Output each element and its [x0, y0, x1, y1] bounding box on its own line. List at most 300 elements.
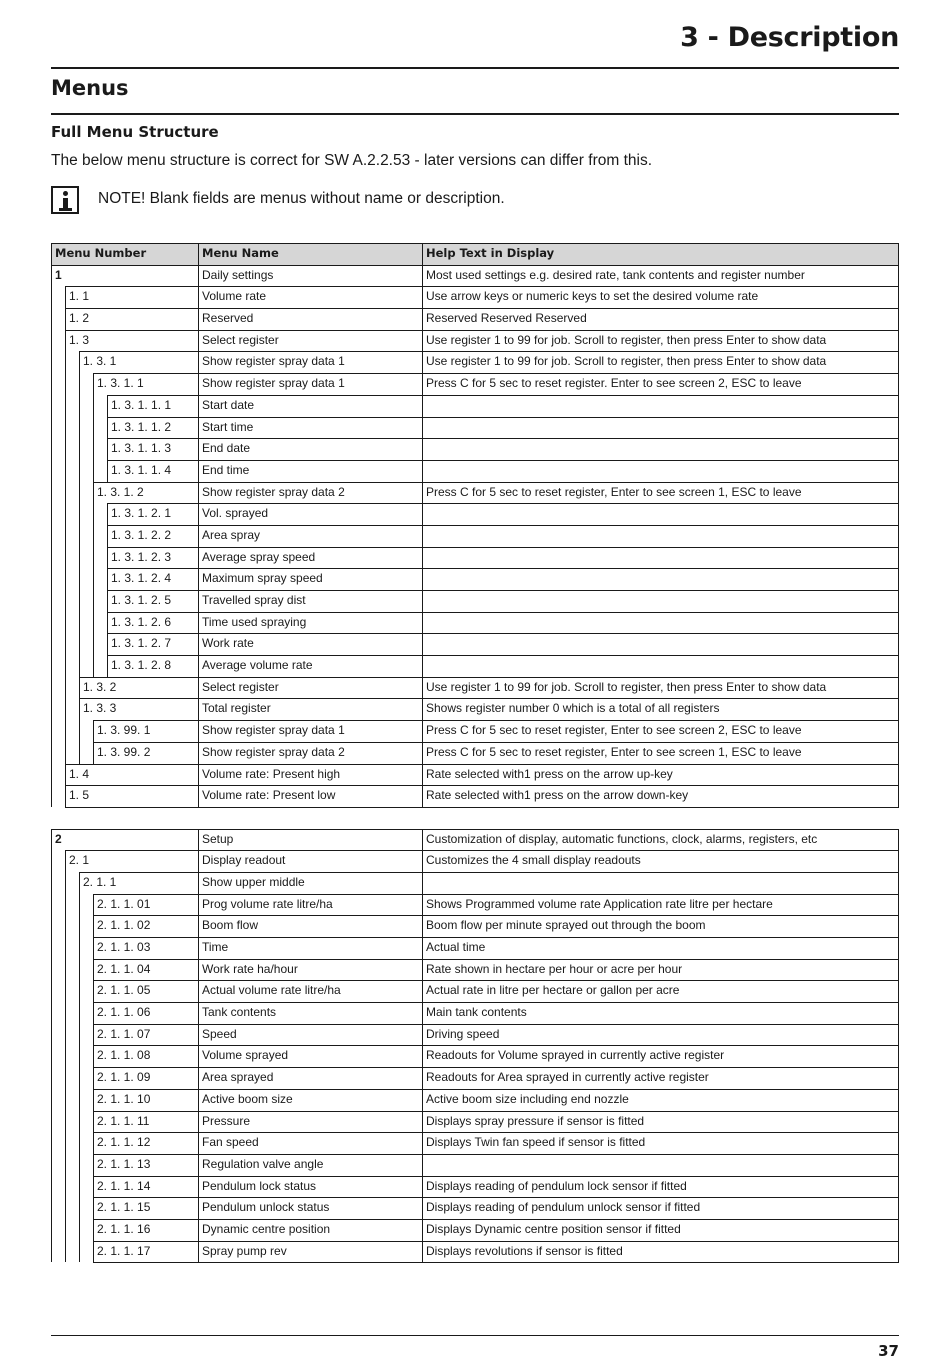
- menu-name-cell: Select register: [198, 677, 422, 699]
- menu-number-cell: 1. 3. 1. 1. 3: [107, 438, 198, 460]
- tree-guide-line: [65, 525, 66, 547]
- table-row: [51, 1132, 899, 1154]
- menu-number-cell: 2. 1. 1. 13: [93, 1154, 198, 1176]
- menu-name-cell: Show register spray data 1: [198, 720, 422, 742]
- row-border: [93, 1024, 899, 1025]
- help-text-cell: [422, 525, 899, 547]
- help-text-cell: Rate shown in hectare per hour or acre per hour: [422, 959, 899, 981]
- menu-number-cell: 2. 1. 1. 07: [93, 1024, 198, 1046]
- row-border: [65, 286, 899, 287]
- table-row: [51, 373, 899, 395]
- menu-number-cell: 1. 5: [65, 785, 198, 807]
- help-text-cell: Press C for 5 sec to reset register, Enter to see screen 1, ESC to leave: [422, 742, 899, 764]
- row-border: [107, 547, 899, 548]
- menu-name-cell: Volume rate: [198, 286, 422, 308]
- menu-name-cell: Select register: [198, 330, 422, 352]
- tree-guide-line: [79, 742, 80, 764]
- menu-name-cell: Volume sprayed: [198, 1045, 422, 1067]
- menu-name-cell: Actual volume rate litre/ha: [198, 980, 422, 1002]
- menu-number-cell: 1. 3: [65, 330, 198, 352]
- help-text-cell: Displays reading of pendulum lock sensor if fitted: [422, 1176, 899, 1198]
- row-border: [93, 1132, 899, 1133]
- row-border: [65, 330, 899, 331]
- tree-guide-line: [93, 655, 94, 677]
- tree-guide-line: [79, 720, 80, 742]
- tree-guide-line: [51, 980, 52, 1002]
- tree-guide-line: [51, 308, 52, 330]
- table-row: [51, 720, 899, 742]
- help-text-cell: Customization of display, automatic functions, clock, alarms, registers, etc: [422, 829, 899, 851]
- tree-guide-line: [65, 590, 66, 612]
- menu-number-cell: 2. 1. 1. 03: [93, 937, 198, 959]
- menu-name-cell: Boom flow: [198, 915, 422, 937]
- table-row: [51, 980, 899, 1002]
- tree-guide-line: [51, 460, 52, 482]
- tree-guide-line: [51, 1024, 52, 1046]
- help-text-cell: Readouts for Area sprayed in currently active register: [422, 1067, 899, 1089]
- menu-name-cell: Fan speed: [198, 1132, 422, 1154]
- help-text-cell: Displays Twin fan speed if sensor is fitted: [422, 1132, 899, 1154]
- menu-name-cell: Area sprayed: [198, 1067, 422, 1089]
- menu-name-cell: Start time: [198, 417, 422, 439]
- table-row: [51, 785, 899, 807]
- tree-guide-line: [51, 1219, 52, 1241]
- tree-guide-line: [65, 568, 66, 590]
- tree-guide-line: [51, 351, 52, 373]
- tree-guide-line: [79, 1219, 80, 1241]
- menu-name-cell: Dynamic centre position: [198, 1219, 422, 1241]
- header-help-text: Help Text in Display: [422, 243, 899, 265]
- row-border: [93, 720, 899, 721]
- help-text-cell: [422, 568, 899, 590]
- help-text-cell: Press C for 5 sec to reset register, Enter to see screen 1, ESC to leave: [422, 482, 899, 504]
- tree-guide-line: [51, 482, 52, 504]
- tree-guide-line: [79, 1154, 80, 1176]
- row-border: [93, 894, 899, 895]
- table-row: [51, 417, 899, 439]
- row-border: [107, 590, 899, 591]
- tree-guide-line: [65, 720, 66, 742]
- tree-guide-line: [51, 677, 52, 699]
- footer-rule: [51, 1335, 899, 1336]
- menu-name-cell: Volume rate: Present high: [198, 764, 422, 786]
- tree-guide-line: [79, 612, 80, 634]
- tree-guide-line: [65, 438, 66, 460]
- row-border: [51, 829, 899, 830]
- help-text-cell: Rate selected with1 press on the arrow up-key: [422, 764, 899, 786]
- menu-name-cell: Pendulum unlock status: [198, 1197, 422, 1219]
- menu-number-cell: 2. 1. 1. 04: [93, 959, 198, 981]
- menu-name-cell: Show register spray data 1: [198, 351, 422, 373]
- tree-guide-line: [51, 1197, 52, 1219]
- tree-guide-line: [79, 460, 80, 482]
- row-border: [93, 1111, 899, 1112]
- tree-guide-line: [65, 937, 66, 959]
- menu-number-cell: 1. 3. 1. 2. 5: [107, 590, 198, 612]
- tree-guide-line: [65, 742, 66, 764]
- menu-number-cell: 2. 1. 1: [79, 872, 198, 894]
- help-text-cell: [422, 417, 899, 439]
- help-text-cell: [422, 503, 899, 525]
- table-row: [51, 395, 899, 417]
- tree-guide-line: [79, 417, 80, 439]
- row-border: [93, 1067, 899, 1068]
- tree-guide-line: [51, 1002, 52, 1024]
- intro-text: The below menu structure is correct for SW A.2.2.53 - later versions can differ from this.: [51, 152, 653, 169]
- tree-guide-line: [51, 590, 52, 612]
- tree-guide-line: [65, 373, 66, 395]
- help-text-cell: Driving speed: [422, 1024, 899, 1046]
- chapter-title: 3 - Description: [680, 22, 899, 53]
- menu-number-cell: 1. 3. 1. 2: [93, 482, 198, 504]
- tree-guide-line: [65, 482, 66, 504]
- tree-guide-line: [51, 1241, 52, 1263]
- menu-name-cell: Vol. sprayed: [198, 503, 422, 525]
- menu-number-cell: 2. 1. 1. 16: [93, 1219, 198, 1241]
- menu-number-cell: 1. 3. 1. 1. 4: [107, 460, 198, 482]
- tree-guide-line: [79, 894, 80, 916]
- tree-guide-line: [51, 850, 52, 872]
- tree-guide-line: [65, 655, 66, 677]
- table-row: [51, 698, 899, 720]
- tree-guide-line: [65, 1024, 66, 1046]
- tree-guide-line: [51, 438, 52, 460]
- menu-number-cell: 1. 3. 1. 1. 2: [107, 417, 198, 439]
- tree-guide-line: [93, 590, 94, 612]
- table-row: [51, 265, 899, 287]
- table-row: [51, 1219, 899, 1241]
- note-text: NOTE! Blank fields are menus without name or description.: [98, 190, 505, 207]
- menu-name-cell: Time: [198, 937, 422, 959]
- menu-name-cell: Daily settings: [198, 265, 422, 287]
- tree-guide-line: [93, 633, 94, 655]
- row-border: [65, 308, 899, 309]
- tree-guide-line: [65, 1111, 66, 1133]
- menu-number-cell: 1. 3. 99. 2: [93, 742, 198, 764]
- menu-name-cell: Reserved: [198, 308, 422, 330]
- help-text-cell: Shows Programmed volume rate Application rate litre per hectare: [422, 894, 899, 916]
- row-border: [107, 417, 899, 418]
- row-border: [51, 265, 899, 266]
- table-row: [51, 351, 899, 373]
- tree-guide-line: [93, 547, 94, 569]
- tree-guide-line: [93, 460, 94, 482]
- menu-number-cell: 1. 1: [65, 286, 198, 308]
- help-text-cell: Use arrow keys or numeric keys to set the desired volume rate: [422, 286, 899, 308]
- table-row: [51, 829, 899, 851]
- table-row: [51, 655, 899, 677]
- table-gap: [51, 807, 899, 829]
- menu-number-cell: 2. 1. 1. 09: [93, 1067, 198, 1089]
- table-header-row: [51, 243, 899, 265]
- tree-guide-line: [51, 525, 52, 547]
- help-text-cell: Readouts for Volume sprayed in currently active register: [422, 1045, 899, 1067]
- table-row: [51, 633, 899, 655]
- menu-number-cell: 2. 1. 1. 01: [93, 894, 198, 916]
- row-border: [93, 742, 899, 743]
- tree-guide-line: [93, 438, 94, 460]
- help-text-cell: Use register 1 to 99 for job. Scroll to register, then press Enter to show data: [422, 330, 899, 352]
- help-text-cell: Actual rate in litre per hectare or gallon per acre: [422, 980, 899, 1002]
- menu-name-cell: Show register spray data 2: [198, 742, 422, 764]
- row-border: [107, 395, 899, 396]
- row-border: [107, 503, 899, 504]
- tree-guide-line: [51, 1089, 52, 1111]
- tree-guide-line: [79, 1024, 80, 1046]
- tree-guide-line: [65, 1067, 66, 1089]
- table-row: [51, 438, 899, 460]
- info-icon: [51, 186, 79, 214]
- menu-number-cell: 1. 3. 2: [79, 677, 198, 699]
- row-border: [79, 351, 899, 352]
- table-row: [51, 850, 899, 872]
- tree-guide-line: [65, 959, 66, 981]
- tree-guide-line: [51, 742, 52, 764]
- tree-guide-line: [79, 1089, 80, 1111]
- menu-name-cell: Maximum spray speed: [198, 568, 422, 590]
- tree-guide-line: [65, 1132, 66, 1154]
- help-text-cell: [422, 872, 899, 894]
- menu-number-cell: 1. 3. 1. 2. 1: [107, 503, 198, 525]
- help-text-cell: Most used settings e.g. desired rate, tank contents and register number: [422, 265, 899, 287]
- help-text-cell: [422, 1154, 899, 1176]
- row-border: [93, 1262, 899, 1263]
- row-border: [107, 633, 899, 634]
- table-row: [51, 460, 899, 482]
- tree-guide-line: [65, 1176, 66, 1198]
- menu-name-cell: End time: [198, 460, 422, 482]
- tree-guide-line: [51, 1176, 52, 1198]
- help-text-cell: Displays spray pressure if sensor is fitted: [422, 1111, 899, 1133]
- tree-guide-line: [51, 547, 52, 569]
- menu-number-cell: 2. 1. 1. 08: [93, 1045, 198, 1067]
- help-text-cell: [422, 547, 899, 569]
- menu-number-cell: 1. 3. 1. 2. 6: [107, 612, 198, 634]
- tree-guide-line: [65, 612, 66, 634]
- table-row: [51, 1176, 899, 1198]
- row-border: [93, 1219, 899, 1220]
- menu-name-cell: Pendulum lock status: [198, 1176, 422, 1198]
- help-text-cell: Displays Dynamic centre position sensor if fitted: [422, 1219, 899, 1241]
- row-border: [93, 1241, 899, 1242]
- tree-guide-line: [51, 633, 52, 655]
- table-row: [51, 612, 899, 634]
- tree-guide-line: [51, 568, 52, 590]
- table-row: [51, 677, 899, 699]
- menu-name-cell: Prog volume rate litre/ha: [198, 894, 422, 916]
- row-border: [107, 655, 899, 656]
- menu-number-cell: 2. 1. 1. 06: [93, 1002, 198, 1024]
- tree-guide-line: [79, 525, 80, 547]
- menu-number-cell: 1. 3. 1. 2. 2: [107, 525, 198, 547]
- table-row: [51, 1045, 899, 1067]
- tree-guide-line: [51, 894, 52, 916]
- tree-guide-line: [79, 438, 80, 460]
- table-row: [51, 1024, 899, 1046]
- tree-guide-line: [79, 980, 80, 1002]
- row-border: [93, 1154, 899, 1155]
- tree-guide-line: [51, 1132, 52, 1154]
- help-text-cell: Displays revolutions if sensor is fitted: [422, 1241, 899, 1263]
- help-text-cell: Boom flow per minute sprayed out through the boom: [422, 915, 899, 937]
- menu-number-cell: 1. 3. 1. 2. 3: [107, 547, 198, 569]
- tree-guide-line: [65, 395, 66, 417]
- help-text-cell: Shows register number 0 which is a total of all registers: [422, 698, 899, 720]
- menu-structure-table: [51, 243, 899, 1262]
- help-text-cell: Displays reading of pendulum unlock sensor if fitted: [422, 1197, 899, 1219]
- menu-number-cell: 1. 3. 1. 2. 7: [107, 633, 198, 655]
- row-border: [93, 1089, 899, 1090]
- table-row: [51, 894, 899, 916]
- tree-guide-line: [79, 1176, 80, 1198]
- help-text-cell: [422, 438, 899, 460]
- table-row: [51, 872, 899, 894]
- menu-number-cell: 1. 3. 3: [79, 698, 198, 720]
- menu-number-cell: 2: [51, 829, 198, 851]
- tree-guide-line: [79, 590, 80, 612]
- tree-guide-line: [93, 503, 94, 525]
- tree-guide-line: [51, 959, 52, 981]
- tree-guide-line: [51, 872, 52, 894]
- tree-guide-line: [79, 1045, 80, 1067]
- table-row: [51, 547, 899, 569]
- table-row: [51, 568, 899, 590]
- help-text-cell: [422, 655, 899, 677]
- menu-number-cell: 2. 1. 1. 02: [93, 915, 198, 937]
- table-row: [51, 1197, 899, 1219]
- tree-guide-line: [51, 785, 52, 807]
- help-text-cell: Main tank contents: [422, 1002, 899, 1024]
- menu-name-cell: Total register: [198, 698, 422, 720]
- tree-guide-line: [51, 915, 52, 937]
- tree-guide-line: [79, 1132, 80, 1154]
- tree-guide-line: [65, 1241, 66, 1263]
- tree-guide-line: [79, 937, 80, 959]
- table-row: [51, 915, 899, 937]
- menu-number-cell: 1. 3. 1. 1. 1: [107, 395, 198, 417]
- row-border: [107, 612, 899, 613]
- menu-name-cell: Show upper middle: [198, 872, 422, 894]
- subsection-title: Full Menu Structure: [51, 123, 219, 141]
- menu-number-cell: 1. 3. 1. 1: [93, 373, 198, 395]
- tree-guide-line: [51, 330, 52, 352]
- tree-guide-line: [65, 547, 66, 569]
- menu-name-cell: Setup: [198, 829, 422, 851]
- tree-guide-line: [65, 1045, 66, 1067]
- tree-guide-line: [65, 698, 66, 720]
- row-border: [107, 460, 899, 461]
- table-row: [51, 959, 899, 981]
- tree-guide-line: [65, 1154, 66, 1176]
- tree-guide-line: [51, 698, 52, 720]
- menu-number-cell: 2. 1. 1. 17: [93, 1241, 198, 1263]
- tree-guide-line: [65, 872, 66, 894]
- menu-name-cell: Display readout: [198, 850, 422, 872]
- menu-name-cell: Average spray speed: [198, 547, 422, 569]
- menu-name-cell: Travelled spray dist: [198, 590, 422, 612]
- row-border: [65, 764, 899, 765]
- help-text-cell: [422, 395, 899, 417]
- tree-guide-line: [79, 373, 80, 395]
- row-border: [65, 850, 899, 851]
- tree-guide-line: [65, 677, 66, 699]
- table-row: [51, 764, 899, 786]
- menu-number-cell: 2. 1. 1. 12: [93, 1132, 198, 1154]
- table-row: [51, 1241, 899, 1263]
- menu-number-cell: 1: [51, 265, 198, 287]
- tree-guide-line: [79, 503, 80, 525]
- tree-guide-line: [51, 1154, 52, 1176]
- help-text-cell: [422, 612, 899, 634]
- menu-number-cell: 1. 4: [65, 764, 198, 786]
- row-border: [93, 915, 899, 916]
- row-border: [93, 980, 899, 981]
- help-text-cell: Use register 1 to 99 for job. Scroll to register, then press Enter to show data: [422, 677, 899, 699]
- tree-guide-line: [93, 525, 94, 547]
- menu-name-cell: Start date: [198, 395, 422, 417]
- menu-number-cell: 1. 3. 1. 2. 4: [107, 568, 198, 590]
- menu-name-cell: Speed: [198, 1024, 422, 1046]
- tree-guide-line: [51, 503, 52, 525]
- header-menu-number: Menu Number: [51, 243, 198, 265]
- menu-number-cell: 2. 1. 1. 10: [93, 1089, 198, 1111]
- menu-name-cell: Regulation valve angle: [198, 1154, 422, 1176]
- row-border: [93, 1002, 899, 1003]
- tree-guide-line: [79, 633, 80, 655]
- menu-name-cell: Pressure: [198, 1111, 422, 1133]
- menu-name-cell: End date: [198, 438, 422, 460]
- menu-name-cell: Work rate ha/hour: [198, 959, 422, 981]
- row-border: [107, 568, 899, 569]
- tree-guide-line: [51, 286, 52, 308]
- tree-guide-line: [65, 1002, 66, 1024]
- tree-guide-line: [51, 1045, 52, 1067]
- menu-name-cell: Work rate: [198, 633, 422, 655]
- table-row: [51, 308, 899, 330]
- row-border: [65, 785, 899, 786]
- tree-guide-line: [51, 1111, 52, 1133]
- table-row: [51, 590, 899, 612]
- menu-number-cell: 1. 3. 1: [79, 351, 198, 373]
- tree-guide-line: [65, 980, 66, 1002]
- tree-guide-line: [79, 1111, 80, 1133]
- row-border: [93, 959, 899, 960]
- help-text-cell: Press C for 5 sec to reset register. Enter to see screen 2, ESC to leave: [422, 373, 899, 395]
- menu-number-cell: 1. 3. 1. 2. 8: [107, 655, 198, 677]
- row-border: [93, 1045, 899, 1046]
- tree-guide-line: [79, 1002, 80, 1024]
- help-text-cell: Rate selected with1 press on the arrow down-key: [422, 785, 899, 807]
- tree-guide-line: [65, 460, 66, 482]
- menu-name-cell: Area spray: [198, 525, 422, 547]
- menu-number-cell: 1. 2: [65, 308, 198, 330]
- menu-name-cell: Tank contents: [198, 1002, 422, 1024]
- row-border: [93, 1176, 899, 1177]
- help-text-cell: Actual time: [422, 937, 899, 959]
- tree-guide-line: [51, 417, 52, 439]
- tree-guide-line: [79, 547, 80, 569]
- table-row: [51, 525, 899, 547]
- table-row: [51, 937, 899, 959]
- menu-number-cell: 1. 3. 99. 1: [93, 720, 198, 742]
- menu-name-cell: Show register spray data 1: [198, 373, 422, 395]
- tree-guide-line: [65, 351, 66, 373]
- menu-number-cell: 2. 1. 1. 11: [93, 1111, 198, 1133]
- tree-guide-line: [65, 503, 66, 525]
- tree-guide-line: [51, 655, 52, 677]
- tree-guide-line: [93, 612, 94, 634]
- tree-guide-line: [79, 1067, 80, 1089]
